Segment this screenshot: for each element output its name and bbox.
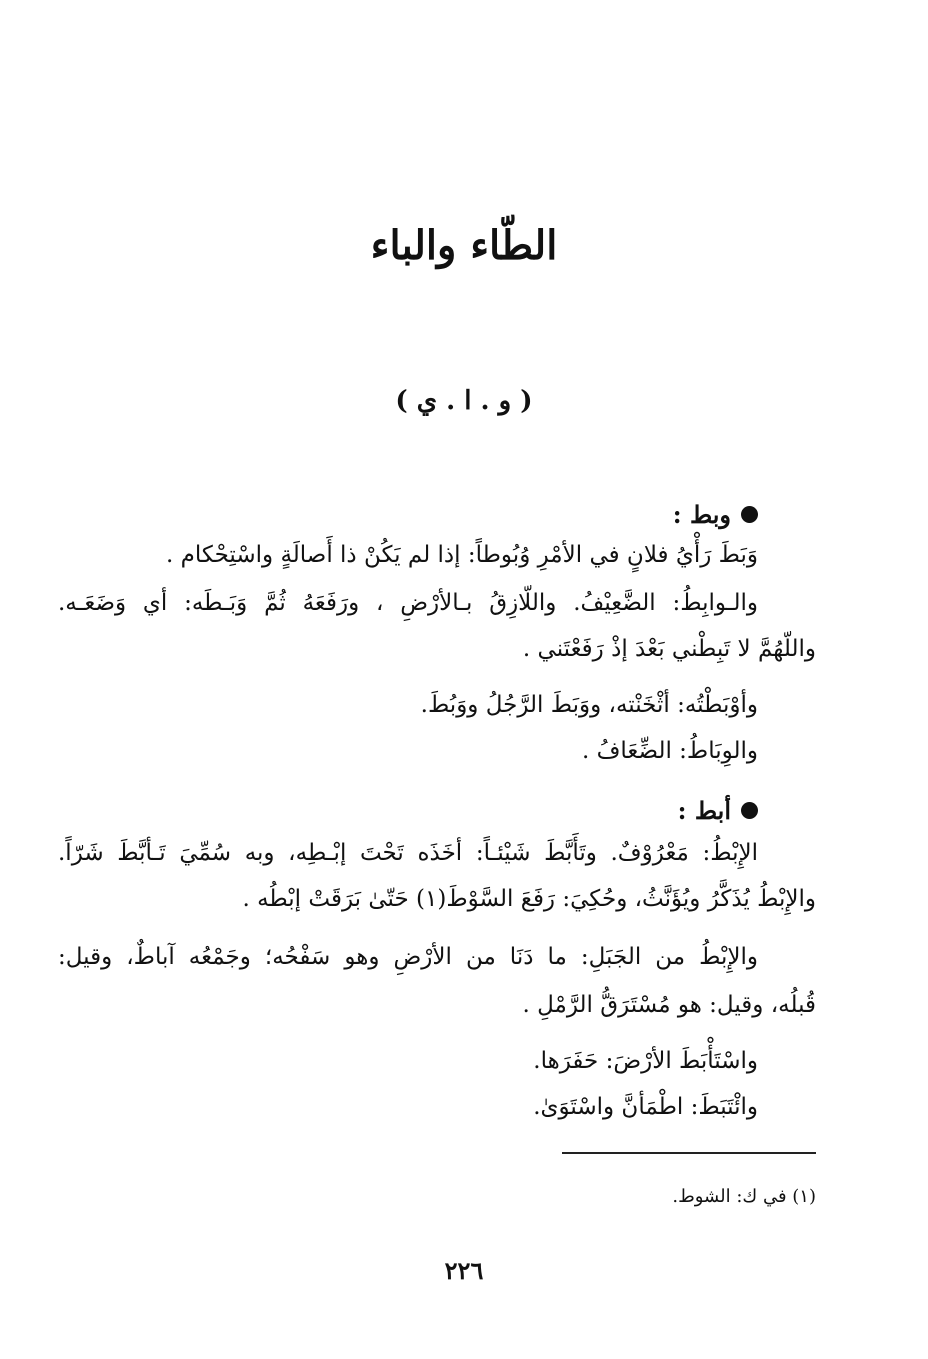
entry-heading-label: وبط : — [672, 500, 731, 529]
bullet-icon — [741, 506, 758, 523]
text-line: قُبلُه، وقيل: هو مُسْتَرَقُّ الرَّمْلِ . — [522, 992, 816, 1018]
entry-heading-label: أبط : — [677, 796, 731, 825]
text-line: وأوْبَطْتُه: أثْخَنْته، ووَبَطَ الرَّجُلُ ووَبُطَ. — [420, 692, 758, 718]
entry-heading — [678, 796, 758, 825]
text-line: وَبَطَ رَأْيُ فلانٍ في الأمْرِ وُبُوطاً: إذا لم يَكُنْ ذا أَصالَةٍ واسْتِحْكام . — [166, 542, 758, 568]
text-line: والإِبْطُ من الجَبَلِ: ما دَنَا من الأرْضِ وهو سَفْحُه؛ وجَمْعُه آباطٌ، وقيل: — [58, 944, 758, 970]
entry-heading — [673, 500, 758, 529]
text-line: الإِبْطُ: مَعْرُوْفٌ. وتَأَبَّطَ شَيْئـاً: أخَذَه تَحْتَ إبْـطِه، وبه سُمِّيَ تَـأبَّطَ شَرّاً. — [58, 840, 758, 866]
text-line: واللّهُمَّ لا تَبِطْني بَعْدَ إذْ رَفَعْتَني . — [522, 636, 816, 662]
chapter-title: الطّاء والباء — [370, 222, 558, 269]
text-line: واسْتَأْبَطَ الأرْضَ: حَفَرَها. — [533, 1048, 758, 1074]
page-number: ٢٢٦ — [444, 1256, 484, 1285]
root-heading: ( و . ا . ي ) — [395, 386, 533, 416]
text-line: وائْتَبَطَ: اطْمَأنَّ واسْتَوَىٰ. — [533, 1094, 758, 1120]
footnote: (١) في ك: الشوط. — [672, 1186, 816, 1207]
bullet-icon — [741, 802, 758, 819]
text-line: والوِبَاطُ: الضِّعَافُ . — [581, 738, 758, 764]
footnote-divider — [562, 1152, 816, 1154]
text-line: والـوابِطُ: الضَّعِيْفُ. واللّازِقُ بـالأرْضِ ، ورَفَعَهُ ثُمَّ وَبَـطَه: أي وَضَعَـه. — [58, 590, 758, 616]
text-line: والإِبْطُ يُذَكَّرُ ويُؤَنَّثُ، وحُكِيَ: رَفَعَ السَّوْطَ(١) حَتّىٰ بَرَقَتْ إبْطُه . — [242, 886, 816, 912]
